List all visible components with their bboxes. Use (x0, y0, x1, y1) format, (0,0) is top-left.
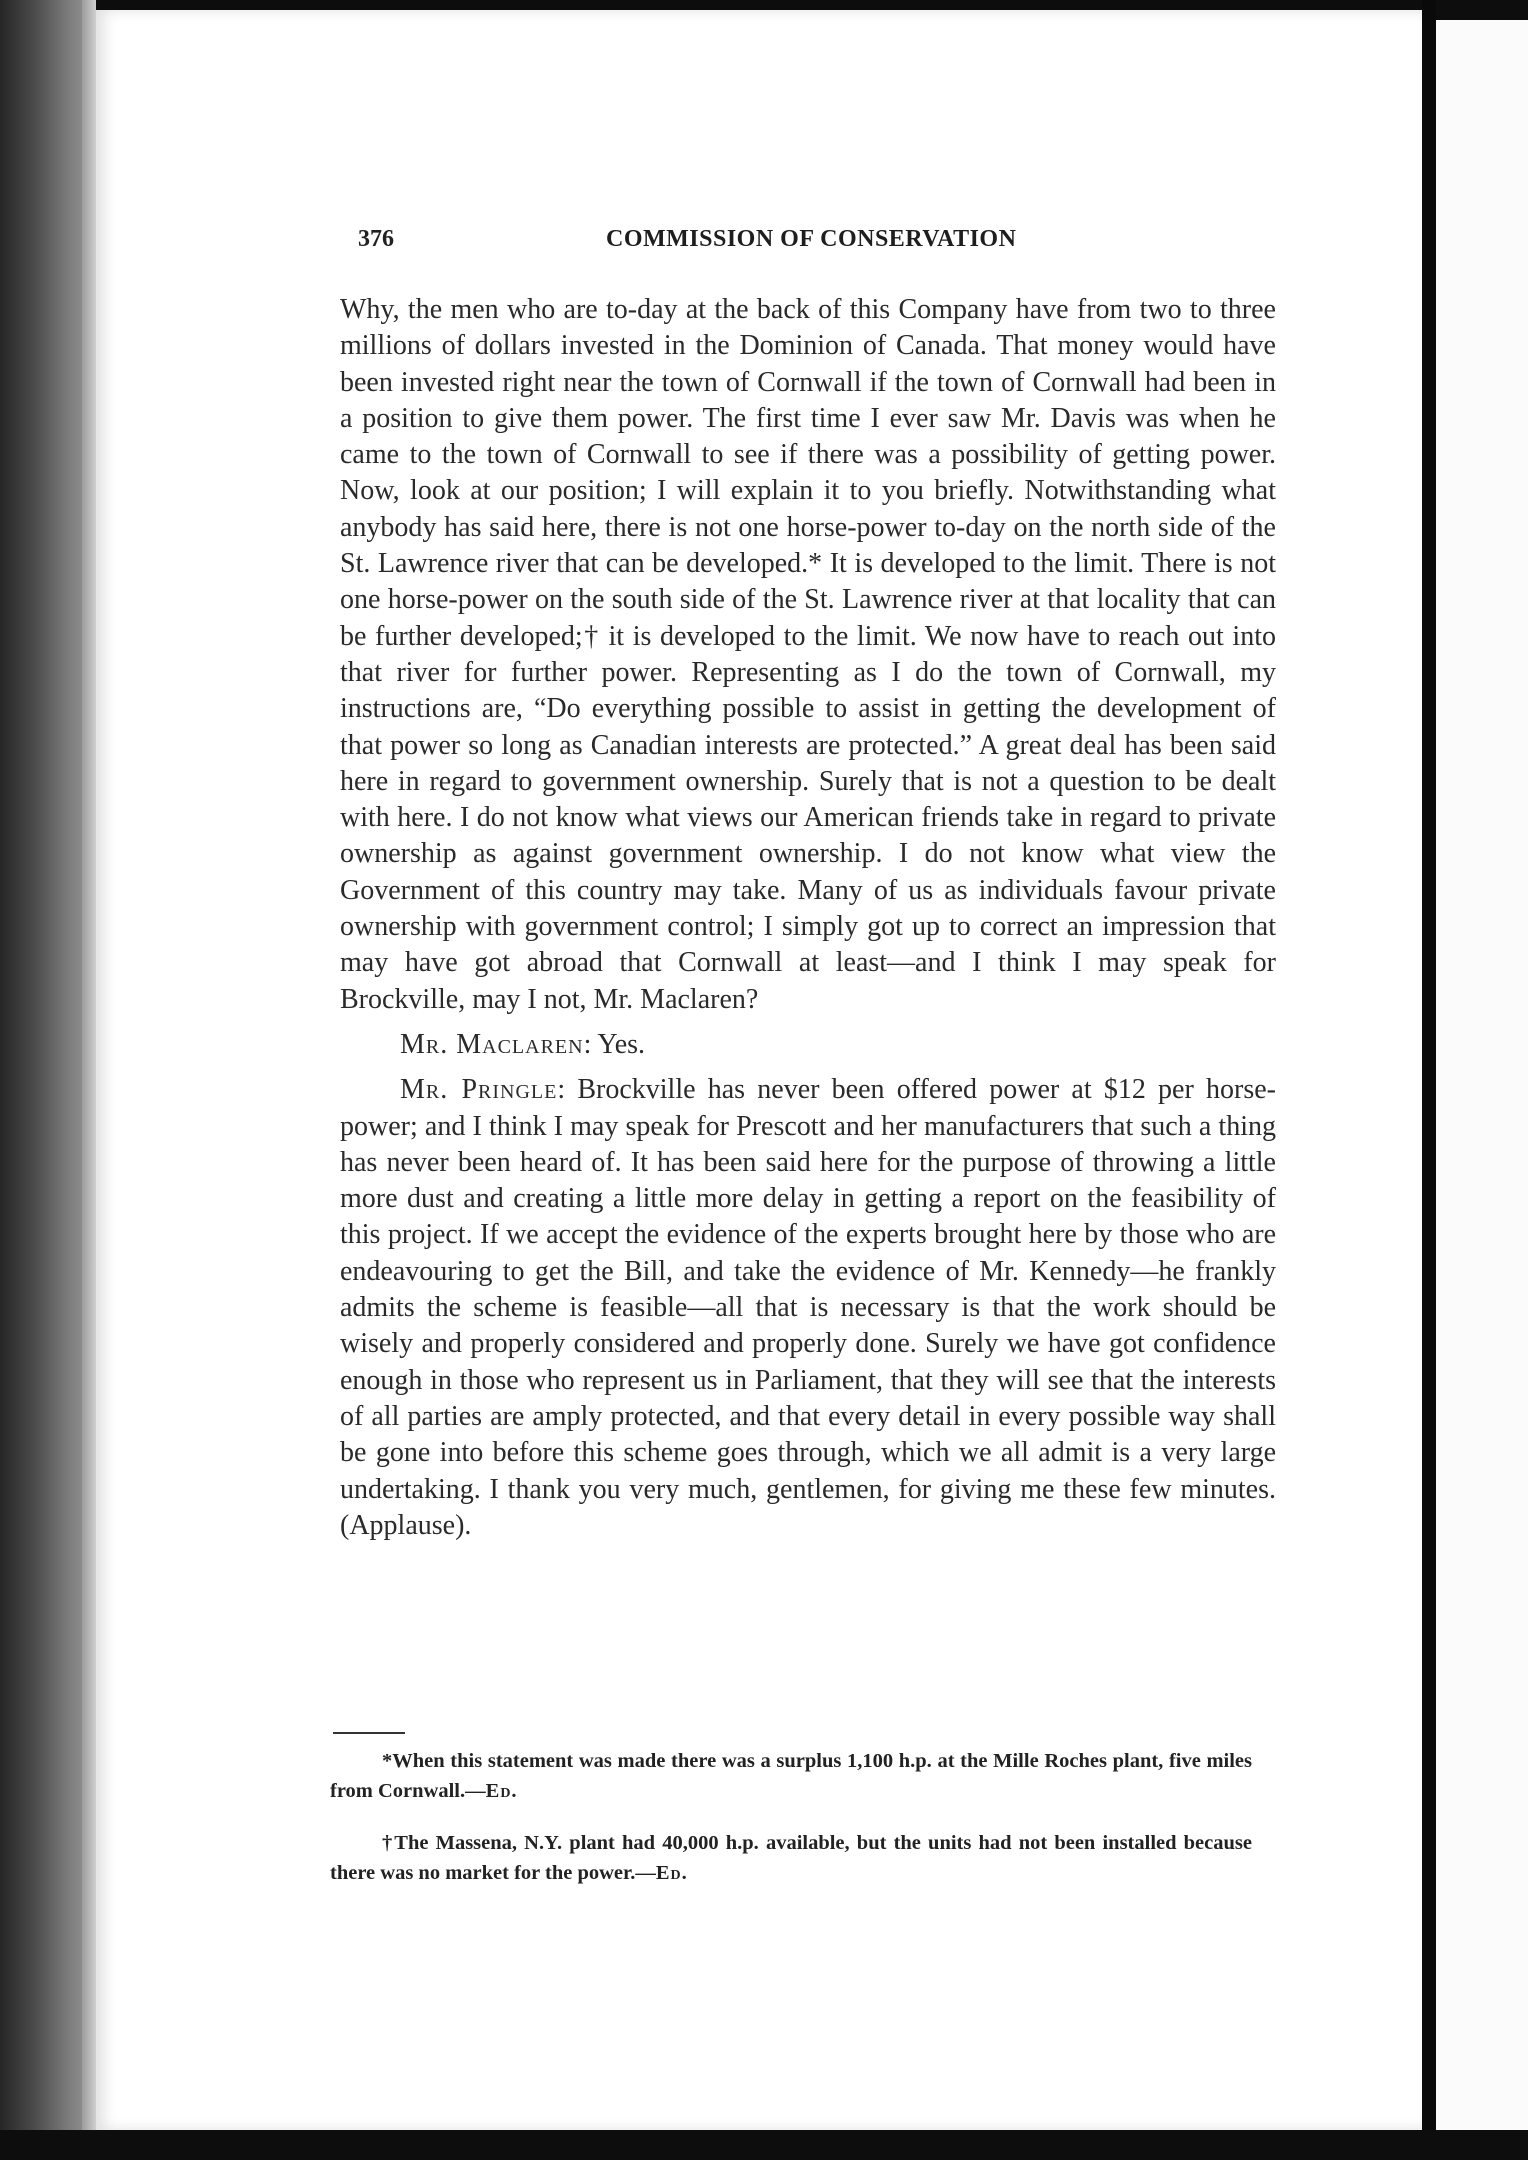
footnote-2 (330, 1828, 1252, 1888)
speech-text: : Brockville has never been offered power at $12 per horse-power; and I think I may speak for Prescott and her manufacturers that such a thing has never been heard of. It has been said here for the purpose of throwing a little more dust and creating a little more delay in getting a report on the feasibility of this project. If we accept the evidence of the experts brought here by those who are endeavouring to get the Bill, and take the evidence of Mr. Kennedy—he frankly admits the scheme is feasible—all that is necessary is that the work should be wisely and properly considered and properly done. Surely we have got confidence enough in those who represent us in Parliament, that they will see that the interests of all parties are amply protected, and that every detail in every possible way shall be gone into before this scheme goes through, which we all admit is a very large undertaking. I thank you very much, gentlemen, for giving me these few minutes. (Applause). (340, 1074, 1276, 1541)
footnote-text: †The Massena, N.Y. plant had 40,000 h.p. available, but the units had not been installed because there was no market for the power.— (330, 1832, 1252, 1884)
running-head (358, 226, 1040, 266)
paragraph-maclaren-reply (340, 1027, 1276, 1063)
editor-mark: Ed. (655, 1862, 688, 1884)
paragraph-pringle-speech (340, 1072, 1276, 1544)
book-binding-edge (0, 0, 96, 2160)
footnote-text: *When this statement was made there was a surplus 1,100 h.p. at the Mille Roches plant, five miles from Cornwall.— (330, 1750, 1252, 1802)
speaker-name: Mr. Maclaren (400, 1028, 584, 1060)
body-text (340, 292, 1276, 1544)
speech-text: : Yes. (583, 1028, 646, 1060)
footnotes (330, 1746, 1252, 1888)
page-number: 376 (358, 226, 394, 252)
page-gutter (1422, 0, 1436, 2160)
facing-page-edge (1436, 20, 1528, 2130)
footnote-1 (330, 1746, 1252, 1806)
speaker-name: Mr. Pringle (400, 1074, 558, 1106)
scan-bottom-border (0, 2130, 1528, 2160)
editor-mark: Ed. (485, 1780, 518, 1802)
running-title: COMMISSION OF CONSERVATION (606, 226, 1017, 252)
footnote-divider (333, 1732, 405, 1734)
paragraph-speech-continued: Why, the men who are to-day at the back of this Company have from two to three millions of dollars invested in the Dominion of Canada. That money would have been invested right near the town of Cornwall if the town of Cornwall had been in a position to give them power. The first time I ever saw Mr. Davis was when he came to the town of Cornwall to see if there was a possibility of getting power. Now, look at our position; I will explain it to you briefly. Notwithstanding what anybody has said here, there is not one horse-power to-day on the north side of the St. Lawrence river that can be developed.* It is developed to the limit. There is not one horse-power on the south side of the St. Lawrence river at that locality that can be further developed;† it is developed to the limit. We now have to reach out into that river for further power. Representing as I do the town of Cornwall, my instructions are, “Do everything possible to assist in getting the development of that power so long as Canadian interests are protected.” A great deal has been said here in regard to government ownership. Surely that is not a question to be dealt with here. I do not know what views our American friends take in regard to private ownership as against government ownership. I do not know what view the Government of this country may take. Many of us as individuals favour private ownership with government control; I simply got up to correct an impression that may have got abroad that Cornwall at least—and I think I may speak for Brockville, may I not, Mr. Maclaren? (340, 294, 1276, 1015)
